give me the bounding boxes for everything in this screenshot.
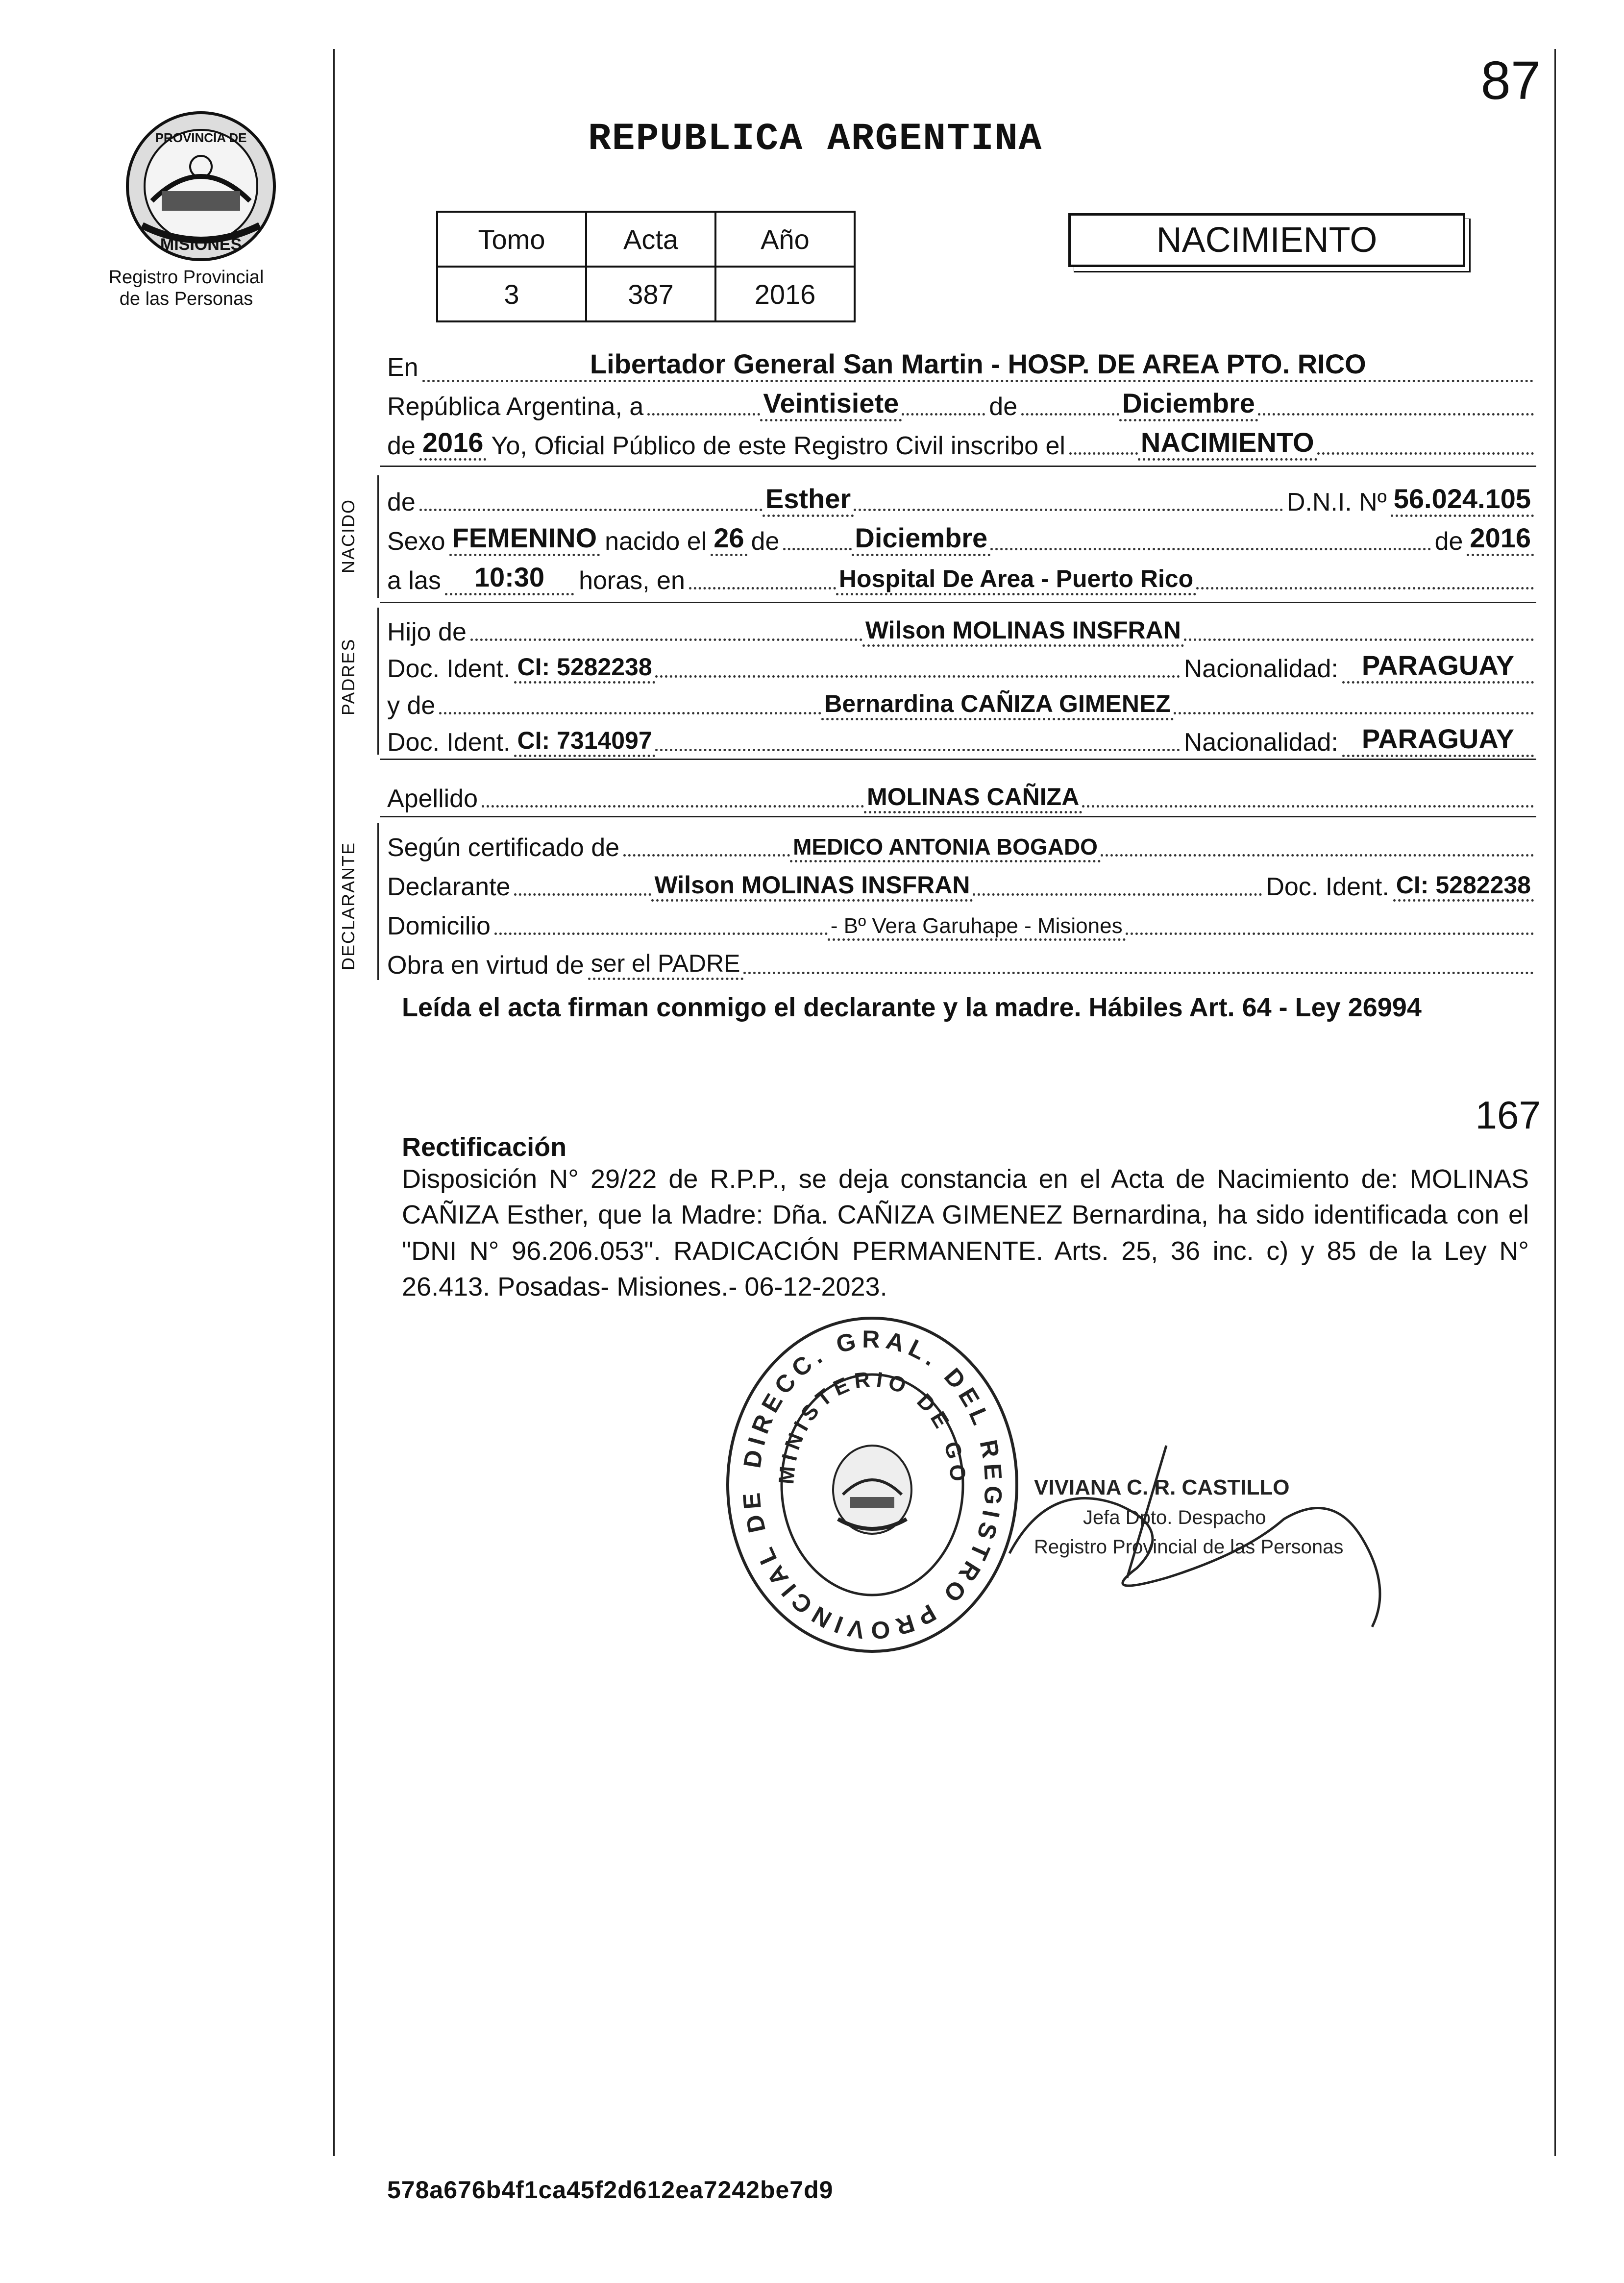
- divider-apellido: [380, 759, 1536, 760]
- label-horas: horas, en: [579, 566, 685, 595]
- divider-declarante: [380, 816, 1536, 817]
- left-margin-line: [333, 49, 335, 2156]
- row-nacido-hora: [387, 556, 1534, 595]
- page-number: 87: [1480, 50, 1541, 111]
- label-domicilio: Domicilio: [387, 912, 491, 940]
- act-type-box: NACIMIENTO: [1068, 213, 1465, 267]
- padres-bracket: [377, 608, 379, 755]
- svg-text:MISIONES: MISIONES: [160, 235, 242, 254]
- province-emblem: [123, 108, 279, 265]
- label-de-month: de: [751, 527, 780, 556]
- divider-padres: [380, 602, 1536, 603]
- label-a-las: a las: [387, 566, 441, 595]
- row-certificado: [387, 823, 1534, 862]
- nacido-day: 26: [711, 522, 747, 556]
- record-header-acta: Acta: [586, 212, 715, 267]
- section-label-declarante: DECLARANTE: [338, 841, 358, 970]
- day-words: Veintisiete: [760, 387, 902, 421]
- year-value: 2016: [419, 426, 487, 461]
- label-doc-declarante: Doc. Ident.: [1266, 873, 1389, 901]
- label-certificado: Según certificado de: [387, 834, 620, 862]
- row-nacido-name: [387, 478, 1534, 517]
- nacido-bracket: [377, 475, 379, 598]
- official-signature: [990, 1431, 1431, 1637]
- mother-doc: CI: 7314097: [514, 726, 655, 757]
- certificado-value: MEDICO ANTONIA BOGADO: [790, 834, 1101, 862]
- document-title: REPUBLICA ARGENTINA: [588, 118, 1043, 161]
- mother-nationality: PARAGUAY: [1342, 723, 1534, 757]
- record-table: [436, 211, 856, 322]
- label-apellido: Apellido: [387, 785, 478, 813]
- obra-value: ser el PADRE: [588, 949, 743, 980]
- label-hijo-de: Hijo de: [387, 618, 467, 646]
- father-doc: CI: 5282238: [514, 653, 655, 684]
- label-en: En: [387, 353, 418, 382]
- record-value-tomo: 3: [437, 267, 586, 321]
- nacido-time: 10:30: [445, 561, 574, 595]
- rectification-title: Rectificación: [402, 1132, 567, 1162]
- section-label-padres: PADRES: [338, 638, 358, 715]
- label-doc-madre: Doc. Ident.: [387, 728, 511, 757]
- record-table-header-row: [437, 212, 855, 267]
- seal-emblem: [833, 1446, 911, 1534]
- label-obra: Obra en virtud de: [387, 951, 584, 980]
- declarante-doc: CI: 5282238: [1393, 871, 1534, 902]
- label-nacionalidad-padre: Nacionalidad:: [1183, 655, 1338, 683]
- row-year: [387, 421, 1534, 461]
- row-apellido: [387, 774, 1534, 813]
- label-de-year: de: [1434, 527, 1463, 556]
- label-nacionalidad-madre: Nacionalidad:: [1183, 728, 1338, 757]
- official-seal: [720, 1313, 1024, 1656]
- registry-caption: [78, 267, 294, 310]
- divider-nacido: [380, 466, 1536, 467]
- record-header-ano: Año: [715, 212, 855, 267]
- father-nationality: PARAGUAY: [1342, 649, 1534, 684]
- document-hash: 578a676b4f1ca45f2d612ea7242be7d9: [387, 2176, 834, 2204]
- row-padre: [387, 608, 1534, 647]
- father-name: Wilson MOLINAS INSFRAN: [862, 616, 1184, 647]
- label-de2: de: [387, 432, 416, 460]
- svg-text:MINISTERIO DE GOBIERNO: MINISTERIO DE GO: [774, 1367, 970, 1487]
- nacido-sexo: FEMENINO: [449, 522, 600, 556]
- svg-text:Registro Provincial de las Per: Registro Provincial de las Personas: [1034, 1536, 1344, 1558]
- registers-text: Yo, Oficial Público de este Registro Civil inscribo el: [491, 432, 1065, 460]
- declarante-name: Wilson MOLINAS INSFRAN: [651, 871, 973, 902]
- row-padre-doc: [387, 644, 1534, 684]
- label-nacido-de: de: [387, 488, 416, 516]
- registry-caption-line2: de las Personas: [119, 288, 253, 309]
- row-nacido-sexo: [387, 517, 1534, 556]
- svg-text:DIRECC. GRAL. DEL REGISTRO PRO: DIRECC. GRAL. DEL REGISTRO PROVINCIAL DE: [737, 1325, 1008, 1645]
- label-de: de: [989, 393, 1018, 421]
- section-label-nacido: NACIDO: [338, 498, 358, 573]
- record-header-tomo: Tomo: [437, 212, 586, 267]
- svg-text:PROVINCIA DE: PROVINCIA DE: [155, 130, 247, 145]
- rectification-number: 167: [1475, 1093, 1541, 1137]
- row-obra: [387, 941, 1534, 980]
- record-value-ano: 2016: [715, 267, 855, 321]
- row-declarante: [387, 862, 1534, 902]
- nacido-dni: 56.024.105: [1391, 483, 1534, 517]
- declarante-bracket: [377, 823, 379, 980]
- row-place: [387, 343, 1534, 382]
- nacido-month: Diciembre: [852, 522, 990, 556]
- label-nacido-el: nacido el: [605, 527, 707, 556]
- record-value-acta: 387: [586, 267, 715, 321]
- record-table-value-row: [437, 267, 855, 321]
- label-dni: D.N.I. Nº: [1286, 488, 1387, 516]
- row-madre-doc: [387, 718, 1534, 757]
- registers-value: NACIMIENTO: [1138, 426, 1317, 461]
- registry-caption-line1: Registro Provincial: [108, 267, 264, 288]
- row-madre: [387, 681, 1534, 720]
- label-republic: República Argentina, a: [387, 393, 644, 421]
- row-date: [387, 382, 1534, 421]
- label-doc-padre: Doc. Ident.: [387, 655, 511, 683]
- nacido-year: 2016: [1467, 522, 1534, 556]
- svg-text:VIVIANA C. R. CASTILLO: VIVIANA C. R. CASTILLO: [1034, 1475, 1290, 1499]
- nacido-place: Hospital De Area - Puerto Rico: [836, 565, 1196, 595]
- rectification-body: Disposición N° 29/22 de R.P.P., se deja constancia en el Acta de Nacimiento de: MOLINAS CAÑIZA Esther, que la Madre: Dña. CAÑIZA GIMENEZ Bernardina, ha sido identificada con el "DNI N° 96.206.053". RADICACIÓN PERMANENTE. Arts. 25, 36 inc. c) y 85 de la Ley N° 26.413. Posadas- Misiones.- 06-12-2023.: [402, 1164, 1529, 1302]
- label-declarante: Declarante: [387, 873, 511, 901]
- month-value: Diciembre: [1119, 387, 1258, 421]
- label-y-de: y de: [387, 691, 436, 720]
- nacido-name: Esther: [763, 483, 854, 517]
- signature-note: Leída el acta firman conmigo el declarante y la madre. Hábiles Art. 64 - Ley 26994: [402, 993, 1422, 1022]
- mother-name: Bernardina CAÑIZA GIMENEZ: [821, 689, 1174, 720]
- right-margin-line: [1554, 49, 1556, 2156]
- label-sexo: Sexo: [387, 527, 445, 556]
- domicilio-value: - Bº Vera Garuhape - Misiones: [828, 914, 1126, 941]
- place-value: Libertador General San Martin - HOSP. DE AREA PTO. RICO: [422, 348, 1534, 382]
- row-domicilio: [387, 902, 1534, 941]
- apellido-value: MOLINAS CAÑIZA: [864, 783, 1082, 813]
- svg-text:Jefa Dpto. Despacho: Jefa Dpto. Despacho: [1083, 1507, 1266, 1528]
